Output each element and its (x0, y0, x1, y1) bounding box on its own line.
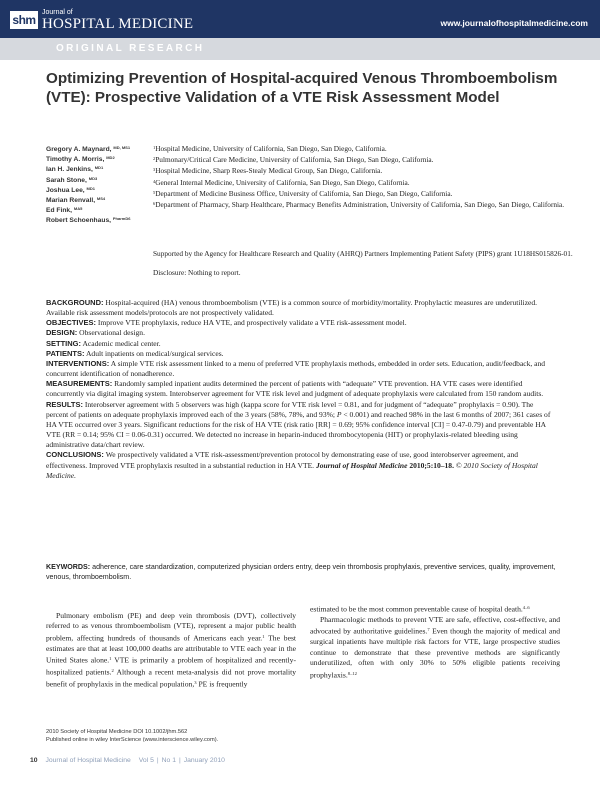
author-item: Timothy A. Morris, $^{MD2}$ (46, 155, 115, 164)
shm-logo-box: shm (10, 11, 38, 29)
journal-logo[interactable] (10, 8, 193, 32)
body-paragraph: estimated to be the most common preventable cause of hospital death.$^{4-6}$ (310, 604, 530, 614)
body-column-left (46, 611, 296, 690)
keywords (46, 563, 556, 583)
abstract-setting: SETTING: Academic medical center. (46, 338, 161, 348)
footer-volume: Vol 5 (138, 757, 154, 764)
abstract-background: BACKGROUND: Hospital-acquired (HA) venous thromboembolism (VTE) is a common source of morbidity/mortality. Prophylactic measures are underutilized. Available risk assessment models/protocols are not prospectively validated. (46, 298, 538, 318)
author-item: Ed Fink, $^{MA5}$ (46, 206, 83, 215)
abstract-objectives: OBJECTIVES: Improve VTE prophylaxis, reduce HA VTE, and prospectively validate a VTE risk-assessment model. (46, 318, 407, 328)
abstract (46, 298, 556, 481)
journal-url-link[interactable]: www.journalofhospitalmedicine.com (440, 18, 588, 28)
keywords-label: KEYWORDS: (46, 563, 91, 571)
body-paragraph: Pharmacologic methods to prevent VTE are safe, effective, cost-effective, and advocated by authoritative guidelines.$^7$ Even though the majority of medical and surgical inpatients have multiple risk factors for VTE, large prospective studies continue to demonstrate that these preventive methods are significantly underutilized, often with only 30% to 50% eligible patients receiving prophylaxis.$^{8-12}$ (310, 614, 560, 680)
logo-journal-name: HOSPITAL MEDICINE (42, 15, 194, 32)
footnote-published: Published online in wiley InterScience (www.interscience.wiley.com). (46, 737, 219, 743)
logo-text (42, 9, 193, 32)
page-footer: 10 Journal of Hospital Medicine Vol 5 | No 1 | January 2010 (30, 757, 225, 764)
keywords-text: adherence, care standardization, computerized physician orders entry, deep vein thrombosis prophylaxis, preventive services, quality, improvement, venous, thromboembolism. (46, 563, 556, 581)
author-item: Ian H. Jenkins, $^{MD1}$ (46, 165, 104, 174)
footnote-doi: 2010 Society of Hospital Medicine DOI 10.1002/jhm.562 (46, 729, 188, 735)
affiliation-item: $^3$Hospital Medicine, Sharp Rees-Stealy Medical Group, San Diego, California. (153, 166, 383, 176)
body-paragraph: Pulmonary embolism (PE) and deep vein thrombosis (DVT), collectively referred to as venous thromboembolism (VTE), represent a major public health problem, affecting hundreds of thousands of Americans each year.$^1$ The best estimates are that at least 100,000 deaths are attributable to VTE each year in the United States alone.$^1$ VTE is primarily a problem of hospitalized and recently-hospitalized patients.$^2$ Although a recent meta-analysis did not prove mortality benefit of prophylaxis in the medical population,$^3$ PE is frequently (46, 611, 297, 689)
author-list (46, 144, 158, 226)
author-item: Sarah Stone, $^{MD3}$ (46, 175, 98, 184)
page-number: 10 (30, 757, 38, 764)
section-label: ORIGINAL RESEARCH (56, 43, 205, 54)
affiliation-item: $^6$Department of Pharmacy, Sharp Healthcare, Pharmacy Benefits Administration, University of California, San Diego, San Diego, California. (153, 200, 565, 210)
footer-date: January 2010 (183, 757, 225, 764)
body-column-right (310, 603, 560, 681)
affiliation-list (153, 143, 583, 210)
disclosure-statement: Disclosure: Nothing to report. (153, 268, 241, 277)
citation-journal: Journal of Hospital Medicine (315, 460, 408, 470)
affiliation-item: $^4$General Internal Medicine, University of California, San Diego, San Diego, California. (153, 177, 410, 187)
affiliation-item: $^2$Pulmonary/Critical Care Medicine, University of California, San Diego, San Diego, California. (153, 155, 434, 165)
footer-issue: No 1 (161, 757, 176, 764)
affiliation-item: $^5$Department of Medicine Business Office, University of California, San Diego, San Diego, California. (153, 188, 453, 198)
author-item: Marian Renvall, $^{MS4}$ (46, 196, 106, 205)
abstract-results: RESULTS: Interobserver agreement with 5 observers was high (kappa score for VTE risk level = 0.81, and for judgment of “adequate” prophylaxis = 0.90). The percent of patients on adequate prophylaxis improved each of the 3 years (58%, 78%, and 93%; P < 0.001) and reached 98% in the last 6 months of 2007; 361 cases of HA VTE occurred over 3 years. Significant reductions for the risk of HA VTE (risk ratio [RR] = 0.69; 95% confidence interval [CI] = 0.47-0.79) and preventable HA VTE (RR = 0.14; 95% CI = 0.06-0.31) occurred. We detected no increase in heparin-induced thrombocytopenia (HIT) or prophylaxis-related bleeding using administrative data/chart review. (46, 399, 551, 450)
abstract-conclusions: CONCLUSIONS: We prospectively validated a VTE risk-assessment/prevention protocol by demonstrating ease of use, good interobserver agreement, and effectiveness. Improved VTE prophylaxis resulted in a substantial reduction in HA VTE. Journal of Hospital Medicine 2010;5:10–18. © 2010 Society of Hospital Medicine. (46, 450, 538, 480)
footer-journal: Journal of Hospital Medicine (45, 757, 131, 764)
funding-statement: Supported by the Agency for Healthcare Research and Quality (AHRQ) Partners Implementing Patient Safety (PIPS) grant 1U18HS015826-01. (153, 249, 573, 258)
affiliation-item: $^1$Hospital Medicine, University of California, San Diego, San Diego, California. (153, 144, 387, 153)
abstract-design: DESIGN: Observational design. (46, 328, 145, 338)
abstract-measurements: MEASUREMENTS: Randomly sampled inpatient audits determined the percent of patients with “adequate” VTE prevention. HA VTE cases were identified concurrently via digital imaging system. Interobserver agreement for VTE risk level and judgment of adequate prophylaxis were calculated from 150 random audits. (46, 379, 544, 399)
abstract-patients: PATIENTS: Adult inpatients on medical/surgical services. (46, 348, 224, 358)
copyright-footnote (46, 728, 218, 744)
article-title: Optimizing Prevention of Hospital-acquired Venous Thromboembolism (VTE): Prospective Validation of a VTE Risk Assessment Model (46, 70, 558, 106)
author-item: Joshua Lee, $^{MD1}$ (46, 185, 95, 194)
logo-small-text: Journal of (42, 8, 73, 16)
abstract-interventions: INTERVENTIONS: A simple VTE risk assessment linked to a menu of preferred VTE prophylaxis methods, embedded in order sets. Education, audit/feedback, and concurrent identification of nonadherence. (46, 358, 546, 379)
journal-header (0, 0, 600, 38)
author-item: Gregory A. Maynard, $^{MD, MS1}$ (46, 145, 131, 153)
author-item: Robert Schoenhaus, $^{PharmD6}$ (46, 216, 131, 225)
